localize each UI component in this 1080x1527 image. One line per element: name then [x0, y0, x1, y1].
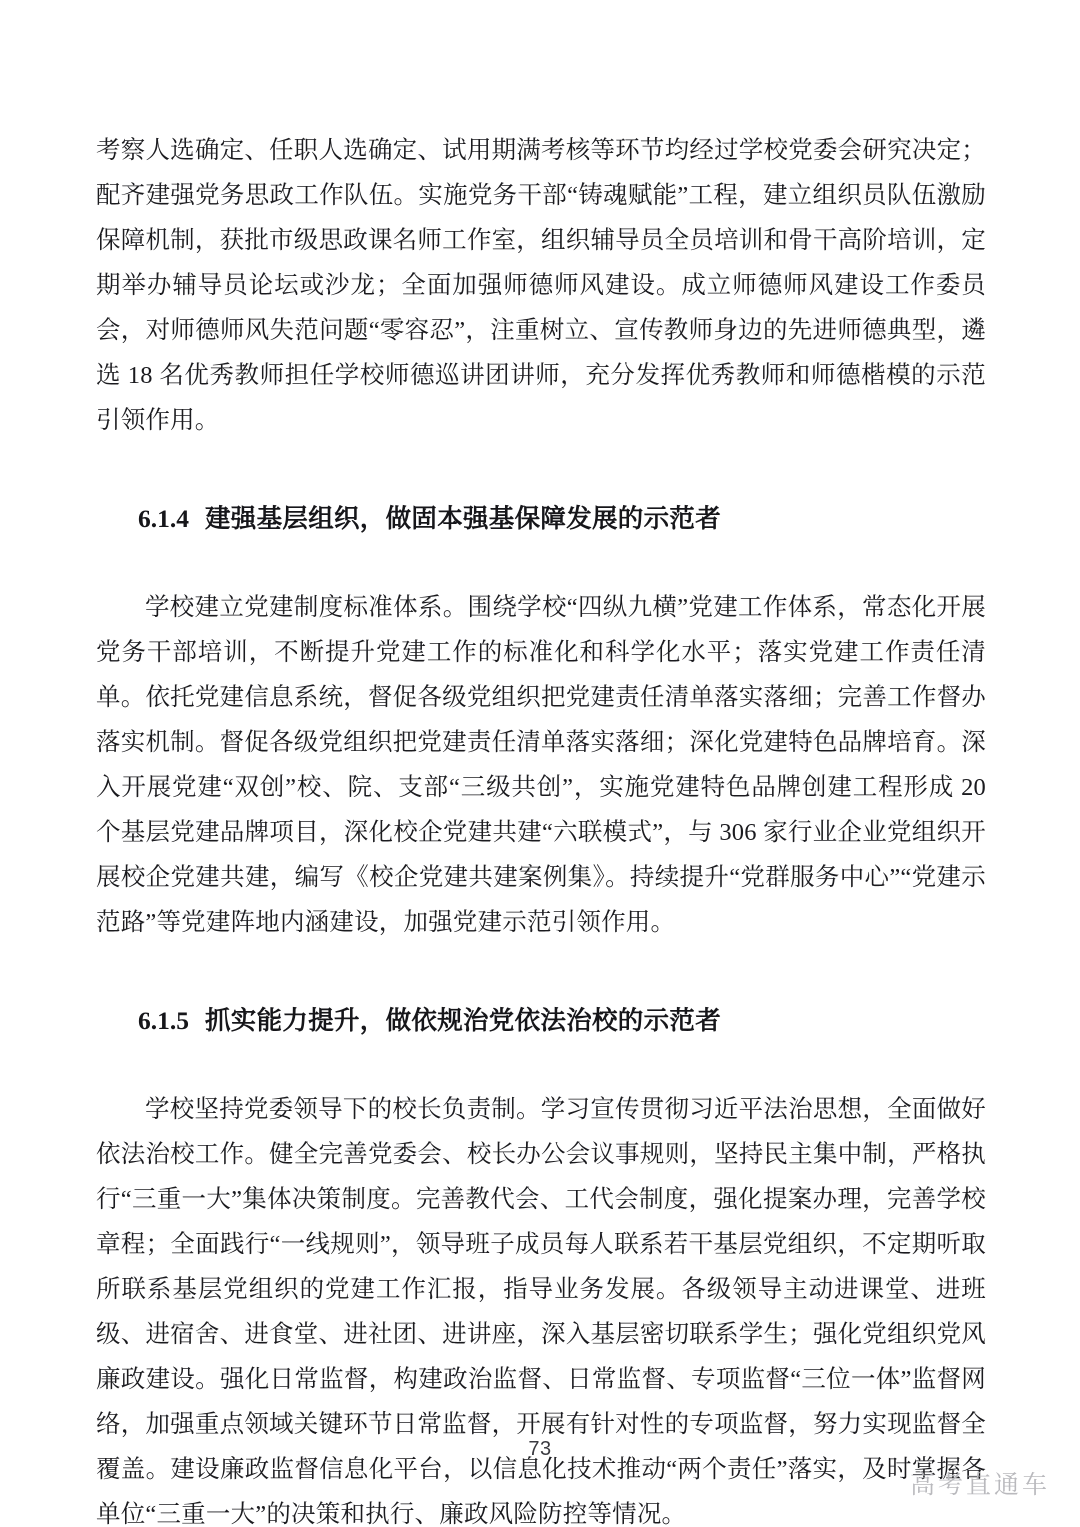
section-title-6-1-4: 建强基层组织，做固本强基保障发展的示范者: [205, 505, 722, 533]
continued-paragraph: 考察人选确定、任职人选确定、试用期满考核等环节均经过学校党委会研究决定；配齐建强党务思政工作队伍。实施党务干部“铸魂赋能”工程，建立组织员队伍激励保障机制，获批市级思政课名师工作室，组织辅导员全员培训和骨干高阶培训，定期举办辅导员论坛或沙龙；全面加强师德师风建设。成立师德师风建设工作委员会，对师德师风失范问题“零容忍”，注重树立、宣传教师身边的先进师德典型，遴选 18 名优秀教师担任学校师德巡讲团讲师，充分发挥优秀教师和师德楷模的示范引领作用。: [96, 137, 986, 434]
section-number-6-1-4: 6.1.4: [138, 504, 189, 533]
section-title-6-1-5: 抓实能力提升，做依规治党依法治校的示范者: [205, 1007, 722, 1035]
spacer: [96, 443, 986, 499]
spacer: [96, 1041, 986, 1087]
section-paragraph-6-1-5: 学校坚持党委领导下的校长负责制。学习宣传贯彻习近平法治思想，全面做好依法治校工作。健全完善党委会、校长办公会议事规则，坚持民主集中制，严格执行“三重一大”集体决策制度。完善教代会、工代会制度，强化提案办理，完善学校章程；全面践行“一线规则”，领导班子成员每人联系若干基层党组织，不定期听取所联系基层党组织的党建工作汇报，指导业务发展。各级领导主动进课堂、进班级、进宿舍、进食堂、进社团、进讲座，深入基层密切联系学生；强化党组织党风廉政建设。强化日常监督，构建政治监督、日常监督、专项监督“三位一体”监督网络，加强重点领域关键环节日常监督，开展有针对性的专项监督，努力实现监督全覆盖。建设廉政监督信息化平台，以信息化技术推动“两个责任”落实，及时掌握各单位“三重一大”的决策和执行、廉政风险防控等情况。: [96, 1096, 986, 1527]
section-paragraph-6-1-4: 学校建立党建制度标准体系。围绕学校“四纵九横”党建工作体系，常态化开展党务干部培训，不断提升党建工作的标准化和科学化水平；落实党建工作责任清单。依托党建信息系统，督促各级党组织把党建责任清单落实落细；完善工作督办落实机制。督促各级党组织把党建责任清单落实落细；深化党建特色品牌培育。深入开展党建“双创”校、院、支部“三级共创”，实施党建特色品牌创建工程形成 20 个基层党建品牌项目，深化校企党建共建“六联模式”，与 306 家行业企业党组织开展校企党建共建，编写《校企党建共建案例集》。持续提升“党群服务中心”“党建示范路”等党建阵地内涵建设，加强党建示范引领作用。: [96, 594, 986, 936]
spacer: [96, 945, 986, 1001]
page-content: [96, 128, 986, 1527]
section-number-6-1-5: 6.1.5: [138, 1006, 189, 1035]
watermark: 高考直通车: [909, 1471, 1050, 1499]
spacer: [96, 539, 986, 585]
page-number: 73: [528, 1438, 552, 1460]
section-heading-6-1-5: [96, 1001, 986, 1041]
section-heading-6-1-4: [96, 499, 986, 539]
